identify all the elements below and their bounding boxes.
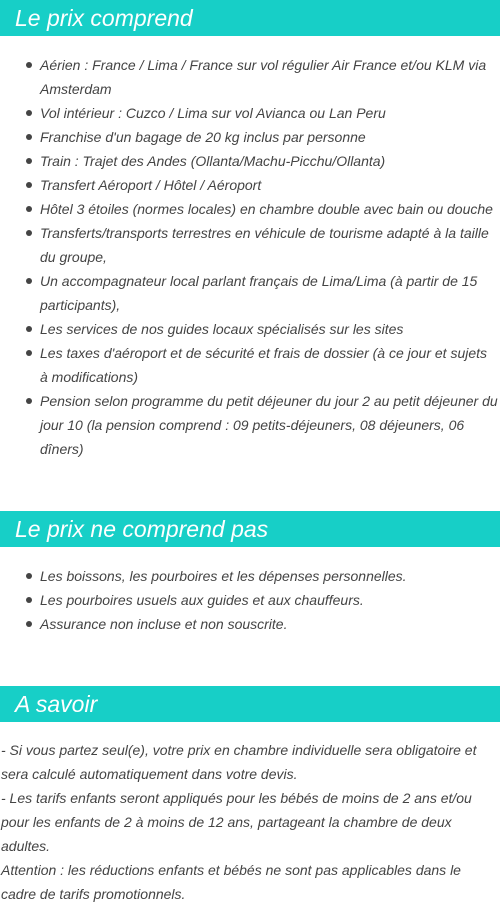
info-paragraph: - Les tarifs enfants seront appliqués pour les bébés de moins de 2 ans et/ou pour les enfants de 2 à moins de 12 ans, partageant la chambre de deux adultes. (1, 790, 472, 854)
included-title: Le prix comprend (0, 0, 500, 36)
info-text (0, 738, 500, 906)
list-item: Les taxes d'aéroport et de sécurité et frais de dossier (à ce jour et sujets à modifications) (24, 341, 500, 389)
list-item: Hôtel 3 étoiles (normes locales) en chambre double avec bain ou douche (24, 197, 500, 221)
list-item: Un accompagnateur local parlant français de Lima/Lima (à partir de 15 participants), (24, 269, 500, 317)
info-paragraph: Attention : les réductions enfants et bébés ne sont pas applicables dans le cadre de tarifs promotionnels. (1, 862, 461, 902)
info-paragraph: - Si vous partez seul(e), votre prix en chambre individuelle sera obligatoire et sera calculé automatiquement dans votre devis. (1, 742, 477, 782)
list-item: Les boissons, les pourboires et les dépenses personnelles. (24, 564, 500, 588)
info-title: A savoir (0, 686, 500, 722)
list-item: Transfert Aéroport / Hôtel / Aéroport (24, 173, 500, 197)
list-item: Franchise d'un bagage de 20 kg inclus par personne (24, 125, 500, 149)
excluded-section (0, 511, 500, 636)
info-section (0, 686, 500, 906)
list-item: Transferts/transports terrestres en véhicule de tourisme adapté à la taille du groupe, (24, 221, 500, 269)
list-item: Aérien : France / Lima / France sur vol régulier Air France et/ou KLM via Amsterdam (24, 53, 500, 101)
included-list (0, 53, 500, 461)
excluded-title: Le prix ne comprend pas (0, 511, 500, 547)
list-item: Train : Trajet des Andes (Ollanta/Machu-Picchu/Ollanta) (24, 149, 500, 173)
excluded-list (0, 564, 500, 636)
list-item: Pension selon programme du petit déjeuner du jour 2 au petit déjeuner du jour 10 (la pension comprend : 09 petits-déjeuners, 08 déjeuners, 06 dîners) (24, 389, 500, 461)
list-item: Les pourboires usuels aux guides et aux chauffeurs. (24, 588, 500, 612)
list-item: Assurance non incluse et non souscrite. (24, 612, 500, 636)
list-item: Les services de nos guides locaux spécialisés sur les sites (24, 317, 500, 341)
list-item: Vol intérieur : Cuzco / Lima sur vol Avianca ou Lan Peru (24, 101, 500, 125)
